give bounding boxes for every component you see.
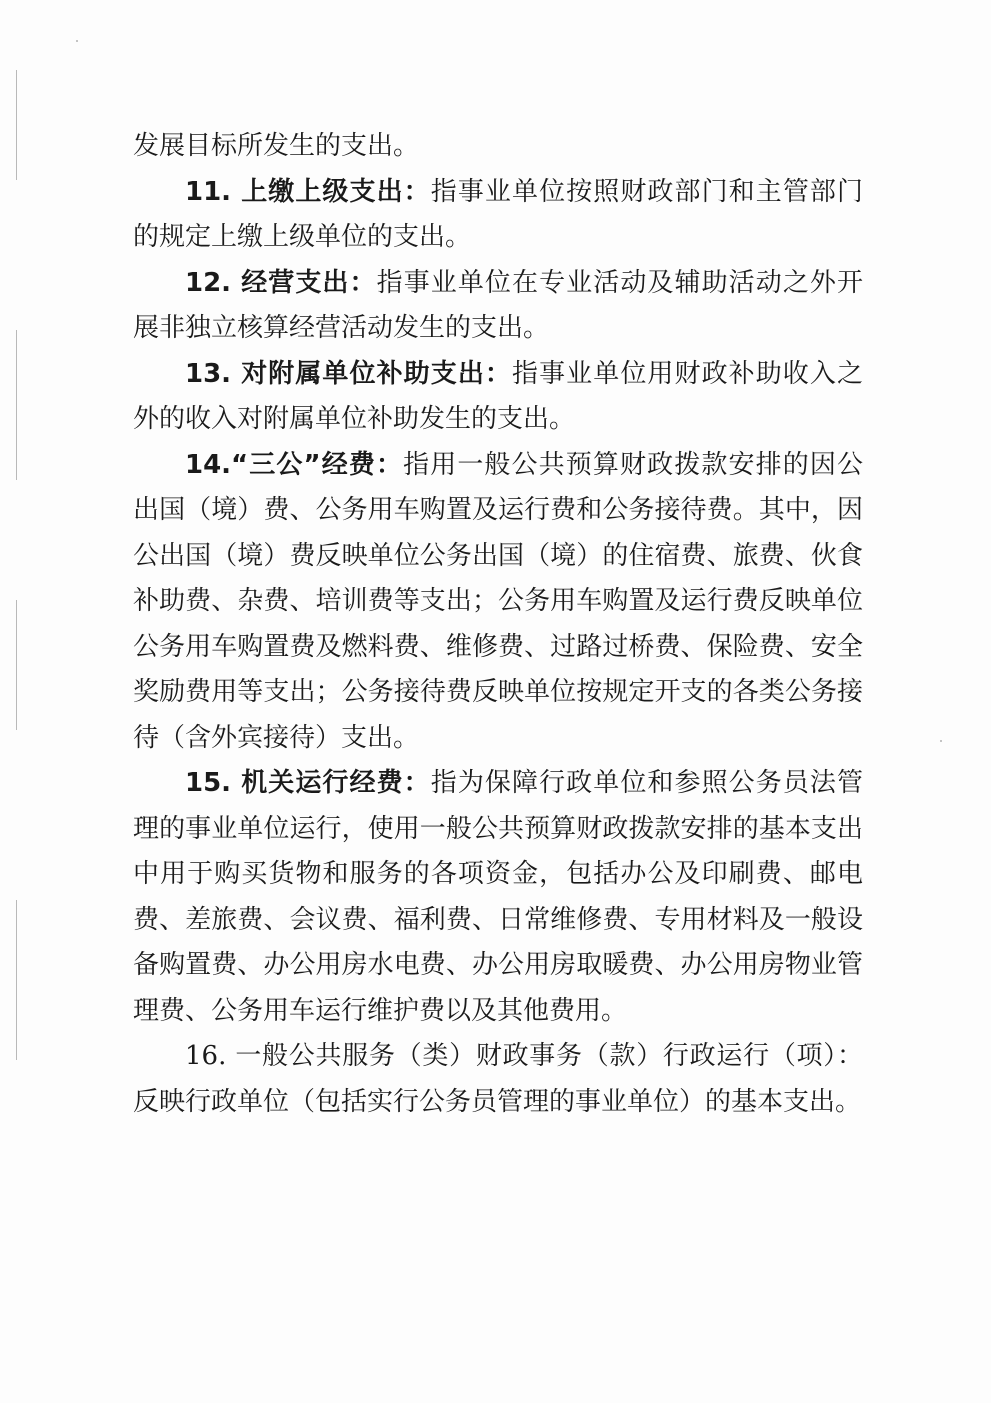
paragraph-body: 指为保障行政单位和参照公务员法管理的事业单位运行，使用一般公共预算财政拨款安排的基本支出中用于购买货物和服务的各项资金，包括办公及印刷费、邮电费、差旅费、会议费、福利费、日常维修费、专用材料及一般设备购置费、办公用房水电费、办公用房取暖费、办公用房物业管理费、公务用车运行维护费以及其他费用。	[133, 768, 863, 1026]
scan-edge-mark	[16, 900, 17, 1060]
scan-edge-mark	[16, 70, 17, 180]
paragraph-body: 指事业单位在专业活动及辅助活动之外开展非独立核算经营活动发生的支出。	[133, 267, 863, 343]
paragraph-14	[133, 443, 863, 762]
paragraph-12	[133, 261, 863, 352]
paragraph-term: 14.“三公”经费：	[185, 449, 404, 480]
paragraph-body: 16. 一般公共服务（类）财政事务（款）行政运行（项）：反映行政单位（包括实行公务员管理的事业单位）的基本支出。	[133, 1041, 863, 1117]
paragraph-11	[133, 170, 863, 261]
paragraph-16	[133, 1034, 863, 1125]
paragraph-term: 15. 机关运行经费：	[185, 768, 431, 798]
scan-speck	[940, 740, 942, 742]
paragraph-body: 指用一般公共预算财政拨款安排的因公出国（境）费、公务用车购置及运行费和公务接待费。其中，因公出国（境）费反映单位公务出国（境）的住宿费、旅费、伙食补助费、杂费、培训费等支出；公务用车购置及运行费反映单位公务用车购置费及燃料费、维修费、过路过桥费、保险费、安全奖励费用等支出；公务接待费反映单位按规定开支的各类公务接待（含外宾接待）支出。	[133, 449, 863, 753]
paragraph-body: 发展目标所发生的支出。	[133, 131, 420, 161]
scan-speck	[76, 40, 78, 42]
paragraph-term: 13. 对附属单位补助支出：	[185, 358, 512, 389]
document-body	[133, 124, 863, 1125]
paragraph-15	[133, 761, 863, 1034]
scan-edge-mark	[16, 330, 17, 480]
scan-edge-mark	[16, 600, 17, 730]
paragraph-continuation	[133, 124, 863, 170]
paragraph-term: 11. 上缴上级支出：	[185, 176, 431, 207]
paragraph-13	[133, 352, 863, 443]
paragraph-body: 指事业单位用财政补助收入之外的收入对附属单位补助发生的支出。	[133, 358, 863, 434]
paragraph-body: 指事业单位按照财政部门和主管部门的规定上缴上级单位的支出。	[133, 176, 863, 252]
paragraph-term: 12. 经营支出：	[185, 267, 377, 298]
